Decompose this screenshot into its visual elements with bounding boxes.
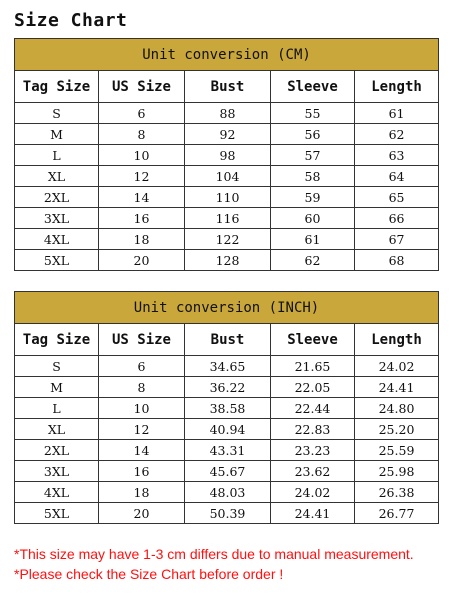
table-heading: Unit conversion (CM) [15,39,439,71]
table-cell: 64 [355,166,439,187]
column-header: Bust [185,324,271,356]
column-header: Length [355,71,439,103]
table-row [15,377,439,398]
column-header-row [15,324,439,356]
table-cell: 21.65 [271,356,355,377]
table-body [15,103,439,271]
table-cell: 22.05 [271,377,355,398]
column-header: Sleeve [271,71,355,103]
table-cell: 25.98 [355,461,439,482]
table-cell: 4XL [15,229,99,250]
table-row [15,461,439,482]
table-cell: S [15,356,99,377]
table-cell: 43.31 [185,440,271,461]
table-cell: M [15,377,99,398]
table-cell: 55 [271,103,355,124]
table-cell: 2XL [15,187,99,208]
table-cell: 18 [99,482,185,503]
table-cell: 24.02 [271,482,355,503]
table-cell: 122 [185,229,271,250]
table-row [15,482,439,503]
table-cell: 68 [355,250,439,271]
column-header: Sleeve [271,324,355,356]
table-cell: 45.67 [185,461,271,482]
table-row [15,250,439,271]
table-cell: 24.41 [271,503,355,524]
table-cell: 16 [99,208,185,229]
notes [14,544,414,584]
table-cell: 23.62 [271,461,355,482]
table-cell: 26.38 [355,482,439,503]
table-cell: 6 [99,356,185,377]
table-cell: 24.41 [355,377,439,398]
table-cell: 18 [99,229,185,250]
table-cell: L [15,398,99,419]
table-cell: 3XL [15,461,99,482]
table-cell: 8 [99,377,185,398]
table-cell: 48.03 [185,482,271,503]
size-table-cm [14,38,439,271]
table-cell: XL [15,419,99,440]
table-cell: 22.44 [271,398,355,419]
table-cell: 50.39 [185,503,271,524]
table-cell: 57 [271,145,355,166]
table-cell: 60 [271,208,355,229]
table-cell: 8 [99,124,185,145]
column-header: Tag Size [15,324,99,356]
table-cell: 62 [271,250,355,271]
table-cell: 98 [185,145,271,166]
table-cell: 3XL [15,208,99,229]
table-cell: 2XL [15,440,99,461]
table-cell: 34.65 [185,356,271,377]
table-row [15,145,439,166]
table-cell: 66 [355,208,439,229]
table-cell: 24.80 [355,398,439,419]
table-row [15,124,439,145]
table-cell: 12 [99,419,185,440]
column-header: Length [355,324,439,356]
table-cell: 116 [185,208,271,229]
table-cell: 36.22 [185,377,271,398]
table-cell: 63 [355,145,439,166]
table-cell: 5XL [15,503,99,524]
table-row [15,208,439,229]
table-cell: 24.02 [355,356,439,377]
table-cell: M [15,124,99,145]
table-cell: 92 [185,124,271,145]
table-cell: 14 [99,440,185,461]
table-cell: 5XL [15,250,99,271]
table-cell: 23.23 [271,440,355,461]
note-check-chart: *Please check the Size Chart before order ! [14,566,284,582]
page-title: Size Chart [14,10,128,31]
table-cell: XL [15,166,99,187]
table-cell: 56 [271,124,355,145]
table-cell: 62 [355,124,439,145]
table-cell: 25.59 [355,440,439,461]
column-header: US Size [99,324,185,356]
table-cell: 65 [355,187,439,208]
column-header-row [15,71,439,103]
table-row [15,440,439,461]
table-cell: 59 [271,187,355,208]
table-heading: Unit conversion (INCH) [15,292,439,324]
table-cell: 40.94 [185,419,271,440]
table-cell: L [15,145,99,166]
size-table-inch [14,291,439,524]
table-cell: 67 [355,229,439,250]
table-cell: 14 [99,187,185,208]
table-row [15,166,439,187]
table-row [15,398,439,419]
table-cell: 38.58 [185,398,271,419]
table-cell: 61 [271,229,355,250]
table-cell: 6 [99,103,185,124]
table-cell: S [15,103,99,124]
table-cell: 104 [185,166,271,187]
table-cell: 10 [99,398,185,419]
table-cell: 22.83 [271,419,355,440]
table-cell: 25.20 [355,419,439,440]
table-cell: 110 [185,187,271,208]
column-header: Bust [185,71,271,103]
table-cell: 20 [99,250,185,271]
table-cell: 88 [185,103,271,124]
table-cell: 10 [99,145,185,166]
table-row [15,103,439,124]
table-row [15,187,439,208]
note-measurement: *This size may have 1-3 cm differs due to manual measurement. [14,546,414,562]
table-cell: 12 [99,166,185,187]
table-cell: 26.77 [355,503,439,524]
table-cell: 58 [271,166,355,187]
column-header: US Size [99,71,185,103]
table-row [15,419,439,440]
table-row [15,229,439,250]
table-cell: 61 [355,103,439,124]
table-cell: 16 [99,461,185,482]
table-row [15,503,439,524]
table-cell: 4XL [15,482,99,503]
table-row [15,356,439,377]
column-header: Tag Size [15,71,99,103]
table-body [15,356,439,524]
table-cell: 128 [185,250,271,271]
table-cell: 20 [99,503,185,524]
